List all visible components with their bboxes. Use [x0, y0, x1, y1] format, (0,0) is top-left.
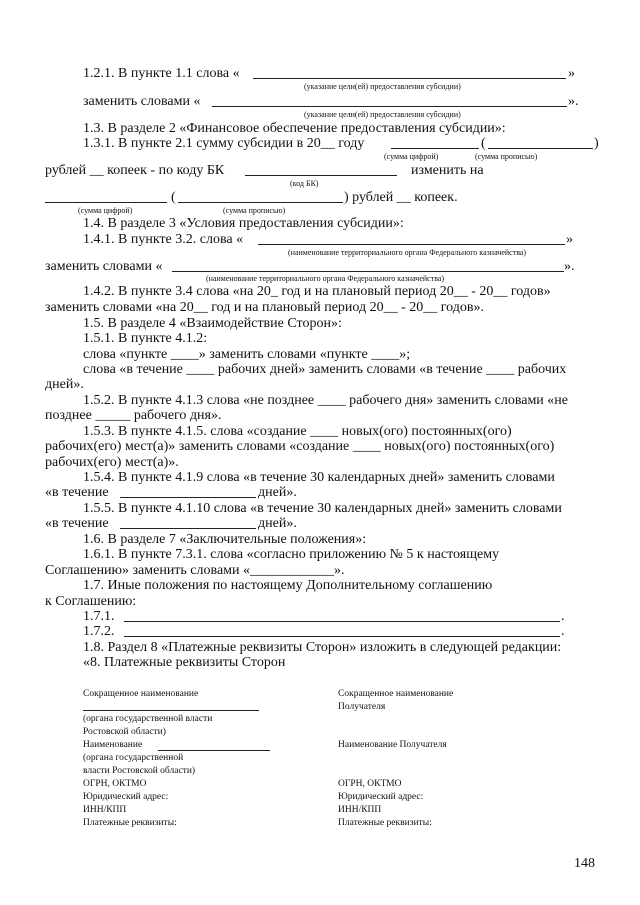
- para-line: заменить словами «: [45, 259, 163, 274]
- section-1-7-heading: 1.7. Иные положения по настоящему Дополнительному соглашению: [83, 578, 493, 593]
- field-caption: (сумма цифрой): [384, 152, 439, 161]
- para-1-5-2: 1.5.2. В пункте 4.1.3 слова «не позднее ____ рабочего дня» заменить словами «не: [83, 393, 569, 408]
- para-1-2-1: 1.2.1. В пункте 1.1 слова «: [83, 66, 240, 81]
- requisite-label: ИНН/КПП: [83, 805, 127, 815]
- requisite-label: власти Ростовской области): [83, 766, 196, 776]
- para-line: дней».: [45, 377, 84, 392]
- requisite-label: Ростовской области): [83, 727, 166, 737]
- para-line: заменить словами «на 20__ год и на плановый период 20__ - 20__ годов».: [45, 300, 485, 315]
- text-fragment: ): [594, 136, 599, 151]
- para-1-5-5: 1.5.5. В пункте 4.1.10 слова «в течение 30 календарных дней» заменить словами: [83, 501, 562, 516]
- para-1-7-1: 1.7.1.: [83, 609, 115, 624]
- para-line: рабочих(его) мест(а)».: [45, 455, 179, 470]
- para-line: «в течение: [45, 516, 109, 531]
- text-fragment: »: [568, 66, 575, 81]
- blank-line: [172, 271, 564, 272]
- para-line: к Соглашению:: [45, 594, 137, 609]
- blank-line: [253, 78, 566, 79]
- para-line: рабочих(его) мест(а)» заменить словами «создание ____ новых(ого) постоянных(ого): [45, 439, 555, 454]
- text-fragment: ».: [564, 259, 575, 274]
- para-1-7-2: 1.7.2.: [83, 624, 115, 639]
- requisite-label: Платежные реквизиты:: [338, 818, 432, 828]
- signature-blank: [83, 710, 259, 711]
- text-fragment: (: [481, 136, 486, 151]
- requisite-label: Получателя: [338, 702, 386, 712]
- text-fragment: »: [566, 232, 573, 247]
- para-line: заменить словами «: [83, 94, 201, 109]
- para-1-6-1: 1.6.1. В пункте 7.3.1. слова «согласно приложению № 5 к настоящему: [83, 547, 500, 562]
- para-line: Соглашению» заменить словами «____________».: [45, 563, 345, 578]
- blank-line: [212, 106, 567, 107]
- field-caption: (код БК): [290, 179, 319, 188]
- signature-blank: [158, 750, 270, 751]
- requisite-label: Юридический адрес:: [338, 792, 424, 802]
- requisite-label: Наименование: [83, 740, 143, 750]
- requisite-label: Платежные реквизиты:: [83, 818, 177, 828]
- blank-line: [120, 497, 256, 498]
- requisite-label: Сокращенное наименование: [83, 689, 199, 699]
- section-1-4-heading: 1.4. В разделе 3 «Условия предоставления субсидии»:: [83, 216, 404, 231]
- field-caption: (наименование территориального органа Федерального казначейства): [288, 248, 527, 257]
- text-fragment: (: [171, 190, 176, 205]
- requisite-label: Юридический адрес:: [83, 792, 169, 802]
- para-line: слова «пункте ____» заменить словами «пункте ____»;: [83, 347, 411, 362]
- requisite-label: ОГРН, ОКТМО: [338, 779, 402, 789]
- para-1-4-1: 1.4.1. В пункте 3.2. слова «: [83, 232, 244, 247]
- section-1-6-heading: 1.6. В разделе 7 «Заключительные положения»:: [83, 532, 367, 547]
- para-1-4-2: 1.4.2. В пункте 3.4 слова «на 20_ год и на плановый период 20__ - 20__ годов»: [83, 284, 551, 299]
- para-1-5-1: 1.5.1. В пункте 4.1.2:: [83, 331, 208, 346]
- requisite-label: Сокращенное наименование: [338, 689, 454, 699]
- section-1-8-heading: 1.8. Раздел 8 «Платежные реквизиты Сторон» изложить в следующей редакции:: [83, 640, 562, 655]
- page-number: 148: [574, 856, 595, 871]
- text-fragment: дней».: [258, 485, 297, 500]
- field-caption: (указание цели(ей) предоставления субсидии): [304, 110, 461, 119]
- blank-line: [488, 148, 593, 149]
- para-line: рублей __ копеек - по коду БК: [45, 163, 225, 178]
- blank-line: [124, 636, 560, 637]
- field-caption: (наименование территориального органа Федерального казначейства): [206, 274, 445, 283]
- section-1-3-heading: 1.3. В разделе 2 «Финансовое обеспечение предоставления субсидии»:: [83, 121, 506, 136]
- text-fragment: ) рублей __ копеек.: [344, 190, 458, 205]
- requisite-label: ОГРН, ОКТМО: [83, 779, 147, 789]
- blank-line: [245, 175, 397, 176]
- requisite-label: (органа государственной власти: [83, 714, 213, 724]
- blank-line: [124, 621, 560, 622]
- field-caption: (указание цели(ей) предоставления субсидии): [304, 82, 461, 91]
- text-fragment: .: [561, 609, 565, 624]
- blank-line: [258, 244, 565, 245]
- field-caption: (сумма цифрой): [78, 206, 133, 215]
- para-line: «в течение: [45, 485, 109, 500]
- para-1-3-1: 1.3.1. В пункте 2.1 сумму субсидии в 20__ году: [83, 136, 365, 151]
- requisite-label: (органа государственной: [83, 753, 184, 763]
- para-1-5-4: 1.5.4. В пункте 4.1.9 слова «в течение 30 календарных дней» заменить словами: [83, 470, 555, 485]
- blank-line: [120, 528, 256, 529]
- field-caption: (сумма прописью): [223, 206, 286, 215]
- requisite-label: ИНН/КПП: [338, 805, 382, 815]
- text-fragment: дней».: [258, 516, 297, 531]
- blank-line: [45, 202, 167, 203]
- requisite-label: Наименование Получателя: [338, 740, 447, 750]
- para-line: слова «в течение ____ рабочих дней» заменить словами «в течение ____ рабочих: [83, 362, 567, 377]
- blank-line: [178, 202, 343, 203]
- field-caption: (сумма прописью): [475, 152, 538, 161]
- blank-line: [391, 148, 479, 149]
- para-1-5-3: 1.5.3. В пункте 4.1.5. слова «создание ____ новых(ого) постоянных(ого): [83, 424, 512, 439]
- section-1-5-heading: 1.5. В разделе 4 «Взаимодействие Сторон»:: [83, 316, 342, 331]
- text-fragment: ».: [568, 94, 579, 109]
- section-8-title: «8. Платежные реквизиты Сторон: [83, 655, 286, 670]
- text-fragment: .: [561, 624, 565, 639]
- para-line: позднее _____ рабочего дня».: [45, 408, 222, 423]
- text-fragment: изменить на: [411, 163, 484, 178]
